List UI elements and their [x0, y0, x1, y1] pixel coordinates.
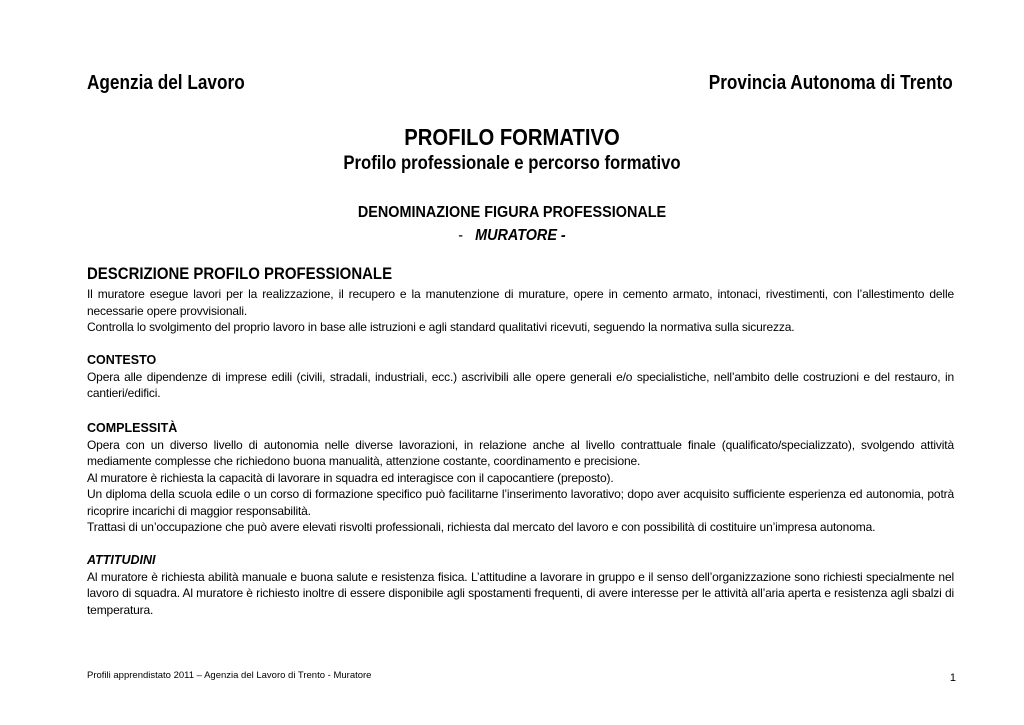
descrizione-paragraph-1: Il muratore esegue lavori per la realizzazione, il recupero e la manutenzione di murature, opere in cemento armato, intonaci, rivestimenti, con l’allestimento delle necessarie opere provvisionali.: [87, 287, 954, 318]
section-heading-attitudini: ATTITUDINI: [87, 552, 156, 567]
page-number: 1: [949, 672, 956, 684]
figura-dash: -: [458, 227, 464, 244]
descrizione-paragraph-2: Controlla lo svolgimento del proprio lavoro in base alle istruzioni e agli standard qualitativi ricevuti, seguendo la normativa sulla sicurezza.: [87, 320, 795, 334]
footer-text: Profili apprendistato 2011 – Agenzia del Lavoro di Trento - Muratore: [87, 670, 372, 681]
page-subtitle: Profilo professionale e percorso formativo: [343, 153, 681, 174]
figura-name: MURATORE -: [475, 227, 566, 244]
denominazione-label: DENOMINAZIONE FIGURA PROFESSIONALE: [357, 204, 667, 221]
header-province: Provincia Autonoma di Trento: [708, 72, 953, 94]
complessita-paragraph-1: Opera con un diverso livello di autonomia nelle diverse lavorazioni, in relazione anche al livello contrattuale finale (qualificato/specializzato), svolgendo attività mediamente complesse che richiedono buona manualità, attenzione costante, coordinamento e precisione.: [87, 437, 954, 468]
figura-professionale: [51, 227, 973, 245]
contesto-paragraph-1: Opera alle dipendenze di imprese edili (civili, stradali, industriali, ecc.) ascrivibili alle opere generali e/o specialistiche, nell’ambito delle costruzioni e del restauro, in cantieri/edifici.: [87, 369, 954, 400]
complessita-paragraph-3: Un diploma della scuola edile o un corso di formazione specifico può facilitarne l’inserimento lavorativo; dopo aver acquisito sufficiente esperienza ed autonomia, potrà ricoprire incarichi di maggior responsabilità.: [87, 487, 954, 518]
attitudini-paragraph-1: Al muratore è richiesta abilità manuale e buona salute e resistenza fisica. L’attitudine a lavorare in gruppo e il senso dell’organizzazione sono richiesti specialmente nel lavoro di squadra. Al muratore è richiesto inoltre di essere disponibile agli spostamenti frequenti, di avere interesse per le attività all’aria aperta e resistenza agli sbalzi di temperatura.: [87, 569, 954, 617]
profile-content: [87, 264, 954, 618]
section-heading-descrizione: DESCRIZIONE PROFILO PROFESSIONALE: [87, 264, 393, 283]
section-heading-contesto: CONTESTO: [87, 352, 157, 367]
page-title: PROFILO FORMATIVO: [404, 124, 620, 150]
section-heading-complessita: COMPLESSITÀ: [87, 420, 178, 435]
complessita-paragraph-2: Al muratore è richiesta la capacità di lavorare in squadra ed interagisce con il capocantiere (preposto).: [87, 470, 614, 485]
header-agency: Agenzia del Lavoro: [87, 72, 245, 94]
complessita-paragraph-4: Trattasi di un’occupazione che può avere elevati risvolti professionali, richiesta dal mercato del lavoro e con possibilità di costituire un’impresa autonoma.: [87, 520, 876, 534]
